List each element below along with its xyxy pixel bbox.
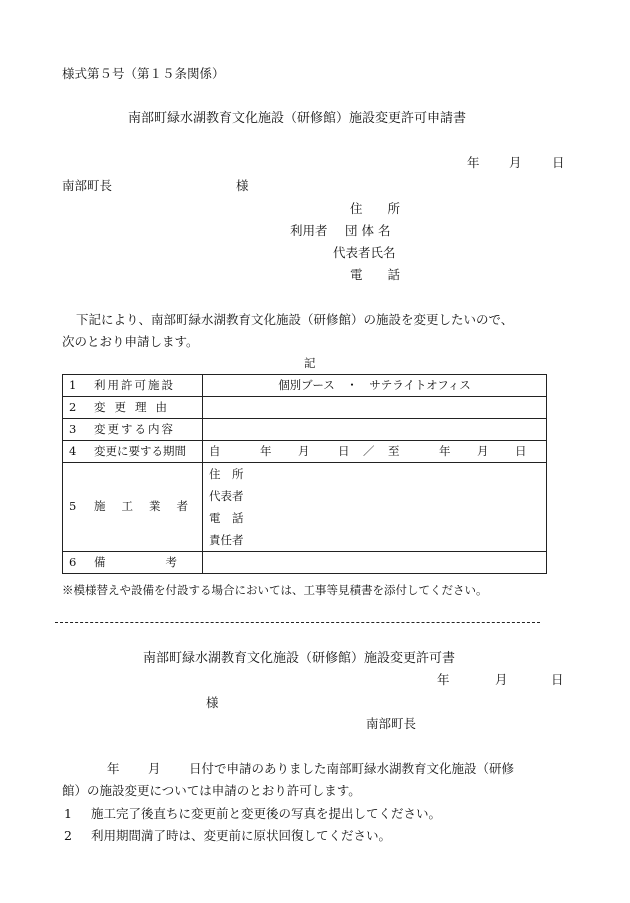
contractor-value[interactable] [203, 463, 547, 552]
table-row-reason [63, 397, 547, 419]
applicant-address-label: 住 所 [350, 201, 401, 216]
table-row-facility [63, 375, 547, 397]
contractor-responsible-label: 責任者 [209, 533, 244, 547]
table-row-remarks [63, 552, 547, 574]
row-label: 利用許可施設 [93, 377, 175, 392]
body-line-1: 下記により、南部町緑水湖教育文化施設（研修館）の施設を変更したいので、 [76, 312, 514, 327]
addressee-honorific: 様 [236, 178, 249, 193]
attachment-note: ※模様替えや設備を付設する場合においては、工事等見積書を添付してください。 [62, 583, 488, 597]
permit-body-line-2: 館）の施設変更については申請のとおり許可します。 [62, 783, 361, 798]
facility-value: 個別ブース ・ サテライトオフィス [203, 375, 547, 397]
period-day-2: 日 [515, 444, 527, 458]
row-number: 3 [69, 421, 77, 436]
row-number: 4 [69, 443, 77, 458]
table-row-contractor [63, 463, 547, 552]
row-label: 備考 [93, 554, 237, 569]
contractor-representative-label: 代表者 [209, 489, 244, 503]
date-day: 日 [552, 155, 565, 170]
condition-number: 1 [64, 806, 72, 821]
applicant-phone-label: 電 話 [350, 267, 401, 282]
row-number: 2 [69, 399, 77, 414]
contractor-phone-label: 電 話 [209, 511, 244, 525]
contractor-address-label: 住 所 [209, 467, 244, 481]
cut-line [55, 622, 540, 623]
remarks-value[interactable] [203, 552, 547, 574]
ki-label: 記 [304, 356, 316, 370]
permit-issuer: 南部町長 [366, 716, 417, 731]
permit-body-year: 年 [107, 761, 120, 776]
permit-body-rest: 日付で申請のありました南部町緑水湖教育文化施設（研修 [189, 761, 515, 776]
period-separator: ／ [363, 444, 375, 458]
period-year: 年 [260, 444, 272, 458]
form-number: 様式第５号（第１５条関係） [62, 66, 225, 81]
applicant-representative-label: 代表者氏名 [333, 245, 396, 260]
period-year-2: 年 [439, 444, 451, 458]
row-label: 施工業者 [93, 499, 204, 514]
row-label: 変更する内容 [93, 421, 175, 436]
date-year: 年 [467, 155, 480, 170]
condition-text: 利用期間満了時は、変更前に原状回復してください。 [91, 828, 392, 843]
application-table [62, 374, 547, 574]
application-title: 南部町緑水湖教育文化施設（研修館）施設変更許可申請書 [128, 111, 467, 126]
table-row-content [63, 419, 547, 441]
row-label: 変更に要する期間 [93, 443, 186, 458]
date-month: 月 [509, 155, 522, 170]
permit-date-day: 日 [551, 672, 564, 687]
period-month: 月 [298, 444, 310, 458]
period-value[interactable] [203, 441, 547, 463]
applicant-group-label: 利用者 [290, 223, 328, 238]
condition-number: 2 [64, 828, 72, 843]
body-line-2: 次のとおり申請します。 [62, 334, 199, 349]
period-month-2: 月 [477, 444, 489, 458]
reason-value[interactable] [203, 397, 547, 419]
permit-date-year: 年 [437, 672, 450, 687]
permit-title: 南部町緑水湖教育文化施設（研修館）施設変更許可書 [143, 651, 456, 666]
content-value[interactable] [203, 419, 547, 441]
permit-body-month: 月 [148, 761, 161, 776]
permit-honorific: 様 [206, 695, 219, 710]
addressee-name: 南部町長 [62, 178, 113, 193]
applicant-group-name-label: 団 体 名 [345, 223, 391, 238]
row-number: 1 [69, 377, 77, 392]
row-label: 変更理由 [93, 399, 176, 414]
period-to: 至 [388, 444, 400, 458]
row-number: 6 [69, 554, 77, 569]
permit-date-month: 月 [495, 672, 508, 687]
condition-text: 施工完了後直ちに変更前と変更後の写真を提出してください。 [91, 806, 442, 821]
table-row-period [63, 441, 547, 463]
period-from: 自 [209, 444, 221, 458]
row-number: 5 [69, 499, 77, 514]
period-day: 日 [338, 444, 350, 458]
